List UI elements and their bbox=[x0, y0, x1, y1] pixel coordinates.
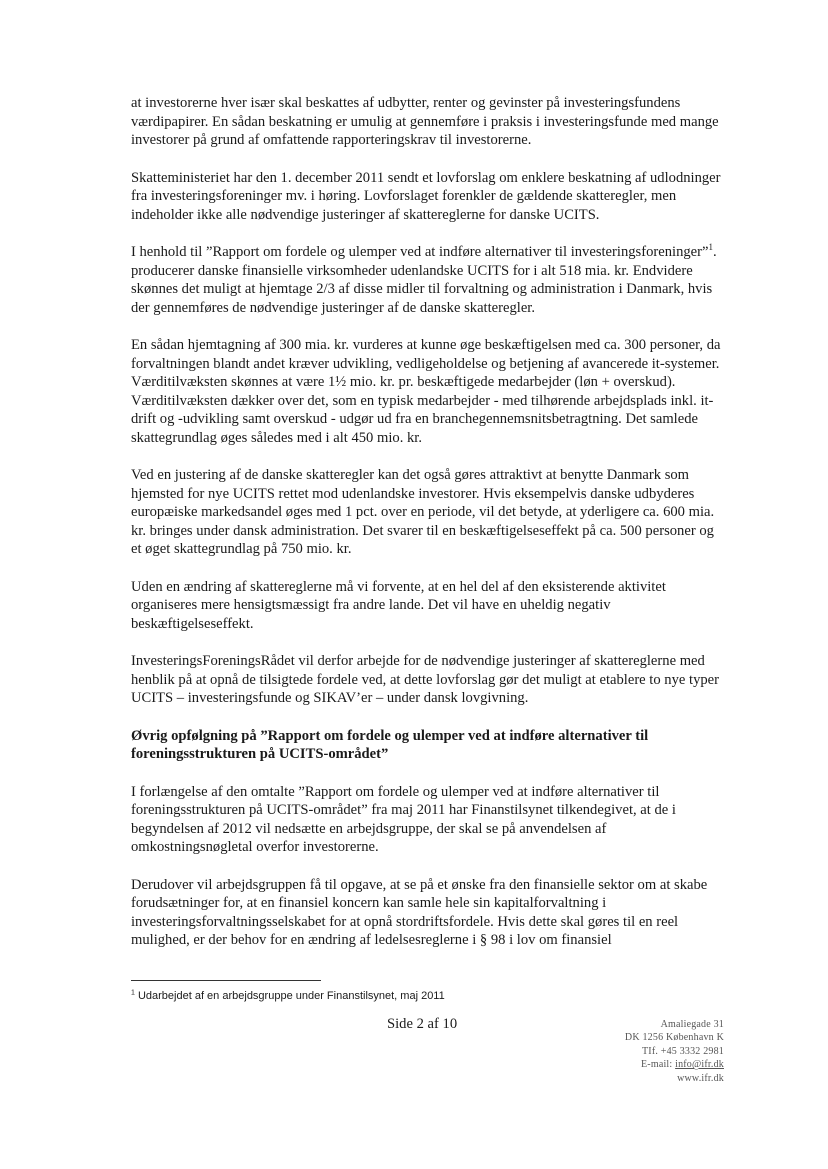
paragraph-ministry-bill: Skatteministeriet har den 1. december 2011 sendt et lovforslag om enklere beskatning af udlodninger fra investeringsforeninger mv. i høring. Lovforslaget forenkler de gældende skatteregler, men indeholder ikke alle nødvendige justeringer af skattereglerne for danske UCITS. bbox=[131, 169, 721, 223]
footnote-number: 1 bbox=[131, 989, 135, 997]
email-label: E-mail: bbox=[641, 1059, 676, 1071]
report-text-end: . producerer danske finansielle virksomheder udenlandske UCITS for i alt 518 mia. kr. Endvidere skønnes det muligt at hjemtage 2/3 af disse midler til forvaltning og administration i Danmark, hvis der gennemføres de nødvendige justeringer af de danske skatteregler. bbox=[131, 244, 717, 316]
street-address: Amaliegade 31 bbox=[660, 1019, 724, 1030]
footnote-reference[interactable]: 1 bbox=[708, 242, 713, 253]
paragraph-ifr-work: InvesteringsForeningsRådet vil derfor arbejde for de nødvendige justeringer af skattereglerne med henblik på at opnå de tilsigtede fordele ved, at dette lovforslag gør det muligt at etablere to nye typer UCITS – investeringsfunde og SIKAV’er – under dansk lovgivning. bbox=[131, 653, 720, 706]
postal-city: DK 1256 København K bbox=[624, 1032, 724, 1044]
paragraph-rule-change-warning: Uden en ændring af skattereglerne må vi forvente, at en hel del af den eksisterende aktivitet organiseres mere hensigtsmæssigt fra andre lande. Det vil have en uheldig negativ beskæftigelseseffekt. bbox=[131, 578, 666, 632]
paragraph-working-group-tasks: Derudover vil arbejdsgruppen få til opgave, at se på et ønske fra den finansielle sektor om at skabe forudsætninger for, at en finansiel koncern kan samle hele sin kapitalforvaltning i investeringsforvaltningsselskabet for at opnå stordriftsfordele. Hvis dette skal gøres til en reel mulighed, er der behov for en ændring af ledelsesreglerne i § 98 i lov om finansiel bbox=[131, 876, 708, 948]
section-heading: Øvrig opfølgning på ”Rapport om fordele og ulemper ved at indføre alternativer til foreningsstrukturen på UCITS-området” bbox=[131, 727, 649, 762]
footnote-divider bbox=[131, 980, 321, 981]
footnote bbox=[131, 989, 691, 1003]
website-link[interactable]: www.ifr.dk bbox=[677, 1072, 724, 1084]
email-link[interactable]: info@ifr.dk bbox=[675, 1059, 724, 1071]
paragraph-domicile-adjustment: Ved en justering af de danske skatteregler kan det også gøres attraktivt at benytte Danmark som hjemsted for nye UCITS rettet mod udenlandske investorer. Hvis eksempelvis danske udbyderes europæiske markedsandel øges med 1 pct. over en periode, vil det betyde, at yderligere ca. 600 mia. kr. bringes under dansk administration. Det svarer til en beskæftigelseseffekt på ca. 500 personer og et øget skattegrundlag på 750 mio. kr. bbox=[131, 467, 715, 557]
email-line bbox=[625, 1058, 724, 1071]
document-body bbox=[131, 94, 727, 950]
report-text-start: I henhold til ”Rapport om fordele og ulemper ved at indføre alternativer til investeringsforeninger” bbox=[131, 244, 709, 260]
paragraph-employment-effect: En sådan hjemtagning af 300 mia. kr. vurderes at kunne øge beskæftigelsen med ca. 300 personer, da forvaltningen blandt andet kræver udvikling, vedligeholdelse og betjening af avancerede it-systemer. Værditilvæksten skønnes at være 1½ mio. kr. pr. beskæftigede medarbejder (løn + overskud). Værditilvæksten dækker over det, som en typisk medarbejder - med tilhørende arbejdsplads inkl. it-drift og -udvikling samt overskud - udgør ud fra en branchegennemsnitsbetragtning. Det samlede skattegrundlag øges således med i alt 450 mio. kr. bbox=[131, 337, 721, 446]
page-number: Side 2 af 10 bbox=[387, 1016, 458, 1032]
phone-number: TIf. +45 3332 2981 bbox=[641, 1045, 724, 1057]
address-block bbox=[625, 1018, 724, 1085]
paragraph-report-reference bbox=[131, 243, 727, 317]
paragraph-working-group: I forlængelse af den omtalte ”Rapport om fordele og ulemper ved at indføre alternativer til foreningsstrukturen på UCITS-området” fra maj 2011 har Finanstilsynet tilkendegivet, at de i begyndelsen af 2012 vil nedsætte en arbejdsgruppe, der skal se på anvendelsen af omkostningsnøgletal overfor investorerne. bbox=[131, 783, 676, 855]
footnote-text: Udarbejdet af en arbejdsgruppe under Finanstilsynet, maj 2011 bbox=[134, 990, 445, 1002]
paragraph-taxation-intro: at investorerne hver især skal beskattes af udbytter, renter og gevinster på investeringsfundens værdipapirer. En sådan beskatning er umulig at gennemføre i praksis i investeringsfunde med mange investorer på grund af omfattende rapporteringskrav til investorerne. bbox=[131, 95, 719, 148]
